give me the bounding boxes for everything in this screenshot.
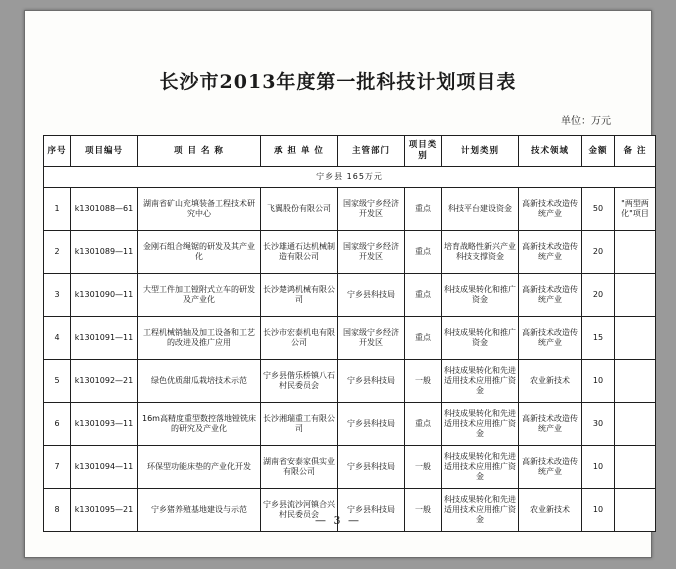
cell-field: 高新技术改造传统产业 <box>519 403 582 446</box>
cell-unit: 宁乡县偕乐桥镇八石村民委员会 <box>261 360 338 403</box>
cell-dept: 宁乡县科技局 <box>338 446 405 489</box>
page-content <box>43 25 649 545</box>
cell-unit: 湖南省安泰家俱实业有限公司 <box>261 446 338 489</box>
cell-no: 3 <box>44 274 71 317</box>
table-row <box>44 403 656 446</box>
table-row <box>44 360 656 403</box>
cell-amount: 30 <box>582 403 615 446</box>
cell-no: 8 <box>44 489 71 532</box>
cell-unit: 长沙楚鸿机械有限公司 <box>261 274 338 317</box>
cell-remark <box>615 231 656 274</box>
cell-code: k1301089—11 <box>71 231 138 274</box>
table-row <box>44 446 656 489</box>
table-header <box>44 136 656 167</box>
table-row <box>44 274 656 317</box>
cell-type: 重点 <box>405 274 442 317</box>
table-row <box>44 231 656 274</box>
table-row <box>44 188 656 231</box>
page-title: 长沙市2013年度第一批科技计划项目表 <box>159 71 517 93</box>
cell-remark <box>615 360 656 403</box>
cell-code: k1301090—11 <box>71 274 138 317</box>
cell-type: 重点 <box>405 403 442 446</box>
cell-remark: "两型两化"项目 <box>615 188 656 231</box>
cell-no: 4 <box>44 317 71 360</box>
cell-name: 环保型功能床垫的产业化开发 <box>138 446 261 489</box>
cell-name: 宁乡猪养殖基地建设与示范 <box>138 489 261 532</box>
unit-note: 单位：万元 <box>561 116 611 127</box>
cell-amount: 20 <box>582 231 615 274</box>
cell-unit: 长沙市宏泰机电有限公司 <box>261 317 338 360</box>
table-row <box>44 317 656 360</box>
cell-type: 重点 <box>405 317 442 360</box>
cell-no: 6 <box>44 403 71 446</box>
col-header-field: 技术领域 <box>519 136 582 167</box>
cell-dept: 国家级宁乡经济开发区 <box>338 188 405 231</box>
cell-amount: 20 <box>582 274 615 317</box>
cell-unit: 宁乡县流沙河镇合兴村民委员会 <box>261 489 338 532</box>
cell-plan: 科技成果转化和推广资金 <box>442 317 519 360</box>
table-header-row <box>44 136 656 167</box>
col-header-no: 序号 <box>44 136 71 167</box>
cell-type: 重点 <box>405 231 442 274</box>
cell-dept: 宁乡县科技局 <box>338 274 405 317</box>
cell-code: k1301094—11 <box>71 446 138 489</box>
table-group-row <box>44 167 656 188</box>
cell-no: 5 <box>44 360 71 403</box>
col-header-remark: 备 注 <box>615 136 656 167</box>
cell-field: 高新技术改造传统产业 <box>519 274 582 317</box>
cell-no: 1 <box>44 188 71 231</box>
cell-dept: 国家级宁乡经济开发区 <box>338 317 405 360</box>
cell-plan: 科技成果转化和先进适用技术应用推广资金 <box>442 446 519 489</box>
col-header-type: 项目类别 <box>405 136 442 167</box>
cell-type: 重点 <box>405 188 442 231</box>
cell-name: 湖南省矿山充填装备工程技术研究中心 <box>138 188 261 231</box>
cell-type: 一般 <box>405 489 442 532</box>
cell-dept: 宁乡县科技局 <box>338 403 405 446</box>
cell-remark <box>615 274 656 317</box>
col-header-code: 项目编号 <box>71 136 138 167</box>
cell-name: 绿色优质甜瓜栽培技术示范 <box>138 360 261 403</box>
cell-plan: 科技成果转化和先进适用技术应用推广资金 <box>442 403 519 446</box>
cell-dept: 国家级宁乡经济开发区 <box>338 231 405 274</box>
cell-field: 高新技术改造传统产业 <box>519 231 582 274</box>
cell-field: 高新技术改造传统产业 <box>519 317 582 360</box>
cell-plan: 科技平台建设资金 <box>442 188 519 231</box>
cell-name: 大型工件加工镗附式立车的研发及产业化 <box>138 274 261 317</box>
table-body <box>44 167 656 532</box>
cell-code: k1301091—11 <box>71 317 138 360</box>
cell-code: k1301093—11 <box>71 403 138 446</box>
cell-plan: 科技成果转化和推广资金 <box>442 274 519 317</box>
col-header-plan: 计划类别 <box>442 136 519 167</box>
cell-code: k1301092—21 <box>71 360 138 403</box>
cell-amount: 50 <box>582 188 615 231</box>
cell-name: 工程机械销轴及加工设备和工艺的改进及推广应用 <box>138 317 261 360</box>
cell-amount: 10 <box>582 446 615 489</box>
page-number: — 3 — <box>315 514 361 527</box>
col-header-amount: 金额 <box>582 136 615 167</box>
cell-no: 2 <box>44 231 71 274</box>
cell-type: 一般 <box>405 360 442 403</box>
cell-field: 高新技术改造传统产业 <box>519 188 582 231</box>
cell-plan: 培育战略性新兴产业科技支撑资金 <box>442 231 519 274</box>
cell-unit: 长沙湘瑞重工有限公司 <box>261 403 338 446</box>
col-header-name: 项 目 名 称 <box>138 136 261 167</box>
cell-amount: 10 <box>582 489 615 532</box>
cell-amount: 15 <box>582 317 615 360</box>
cell-plan: 科技成果转化和先进适用技术应用推广资金 <box>442 489 519 532</box>
cell-field: 高新技术改造传统产业 <box>519 446 582 489</box>
project-table <box>43 135 656 532</box>
cell-no: 7 <box>44 446 71 489</box>
cell-amount: 10 <box>582 360 615 403</box>
cell-field: 农业新技术 <box>519 489 582 532</box>
cell-unit: 长沙雄通石达机械制造有限公司 <box>261 231 338 274</box>
col-header-unit: 承 担 单 位 <box>261 136 338 167</box>
document-page <box>24 10 652 558</box>
cell-unit: 飞翼股份有限公司 <box>261 188 338 231</box>
col-header-dept: 主管部门 <box>338 136 405 167</box>
cell-type: 一般 <box>405 446 442 489</box>
cell-remark <box>615 446 656 489</box>
cell-field: 农业新技术 <box>519 360 582 403</box>
cell-code: k1301088—61 <box>71 188 138 231</box>
group-label: 宁乡县 165万元 <box>44 167 656 188</box>
cell-name: 金刚石组合绳锯的研发及其产业化 <box>138 231 261 274</box>
cell-dept: 宁乡县科技局 <box>338 360 405 403</box>
cell-dept: 宁乡县科技局 <box>338 489 405 532</box>
cell-code: k1301095—21 <box>71 489 138 532</box>
cell-remark <box>615 403 656 446</box>
cell-name: 16m高精度重型数控落地镗铣床的研究及产业化 <box>138 403 261 446</box>
cell-remark <box>615 317 656 360</box>
cell-plan: 科技成果转化和先进适用技术应用推广资金 <box>442 360 519 403</box>
